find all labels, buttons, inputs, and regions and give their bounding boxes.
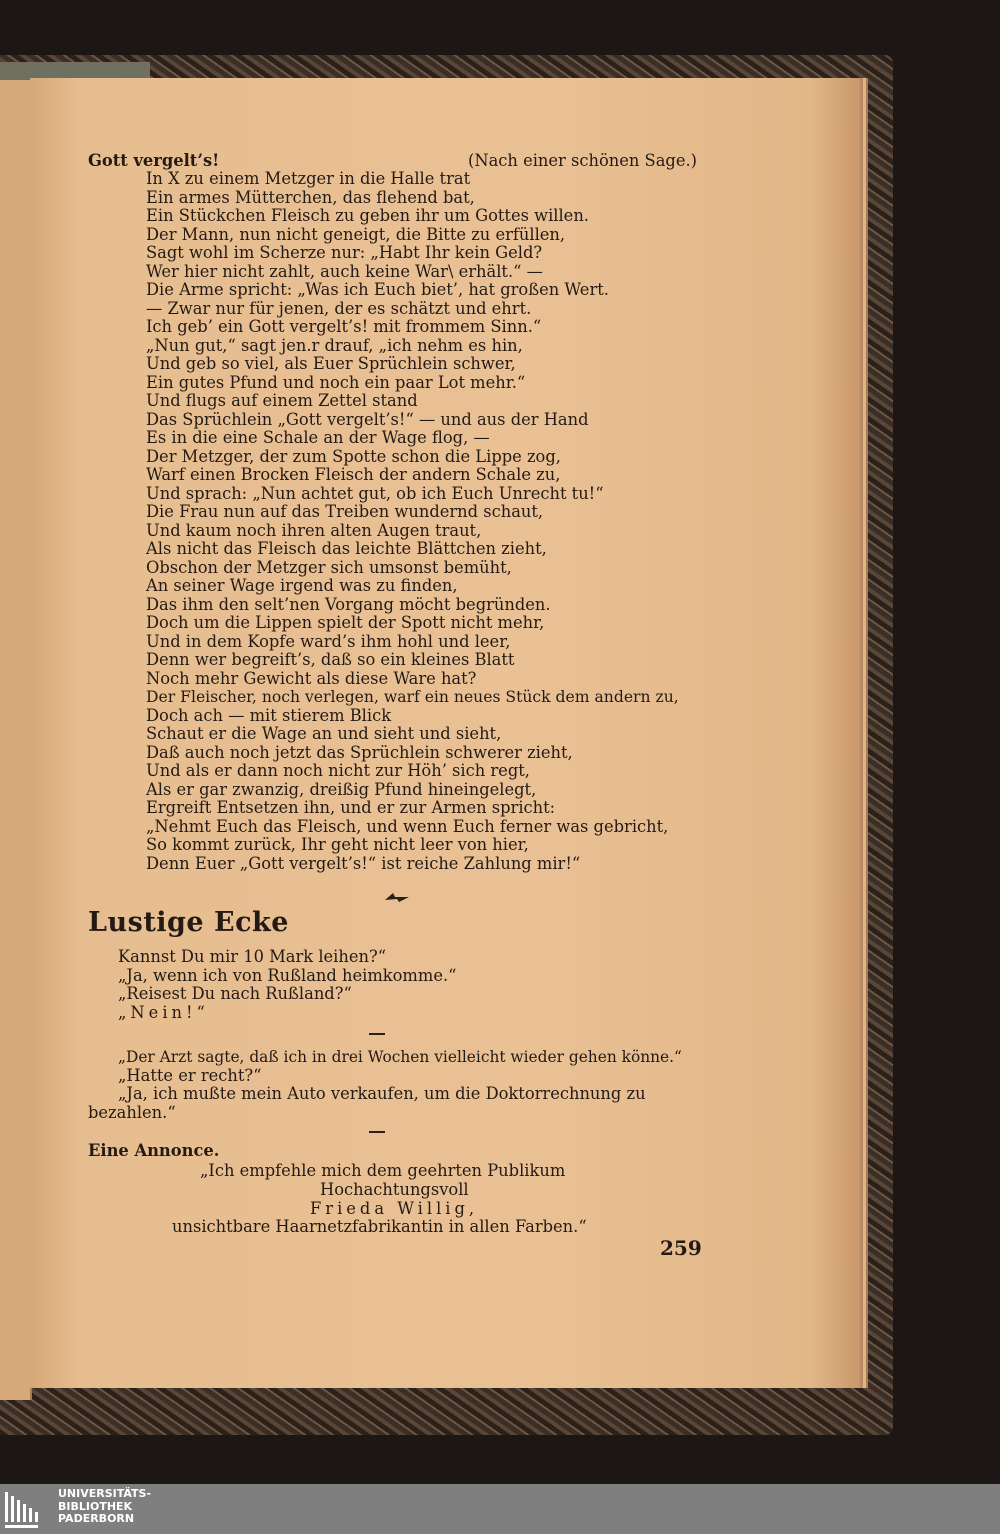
joke-line: „Nein!“ <box>118 1002 209 1022</box>
divider-dash <box>369 1131 385 1133</box>
poem-line: Denn Euer „Gott vergelt’s!“ ist reiche Zahlung mir!“ <box>146 853 581 873</box>
joke-line: Kannst Du mir 10 Mark leihen?“ <box>118 947 387 966</box>
poem-line: Als er gar zwanzig, dreißig Pfund hineingelegt, <box>146 779 537 799</box>
poem-line: Ein gutes Pfund und noch ein paar Lot mehr.“ <box>146 372 526 392</box>
poem-line: Und geb so viel, als Euer Sprüchlein schwer, <box>146 354 516 373</box>
poem-line: „Nehmt Euch das Fleisch, und wenn Euch ferner was gebricht, <box>146 816 669 836</box>
poem-line: An seiner Wage irgend was zu finden, <box>146 576 458 595</box>
poem-line: So kommt zurück, Ihr geht nicht leer von hier, <box>146 835 529 854</box>
divider-dash <box>369 1033 385 1035</box>
library-logo-icon <box>0 1486 46 1532</box>
library-name <box>58 1488 151 1526</box>
poem-line: In X zu einem Metzger in die Halle trat <box>146 169 471 188</box>
poem-line: Ein Stückchen Fleisch zu geben ihr um Gottes willen. <box>146 206 589 225</box>
poem-line: Das ihm den selt’nen Vorgang möcht begründen. <box>146 594 551 614</box>
poem-line: Und in dem Kopfe ward’s ihm hohl und leer, <box>146 631 511 651</box>
ornament-icon <box>383 890 411 904</box>
poem-line: Und als er dann noch nicht zur Höh’ sich regt, <box>146 761 530 780</box>
poem-line: Und kaum noch ihren alten Augen traut, <box>146 520 482 540</box>
left-page-edge <box>0 80 32 1400</box>
poem-line: Ein armes Mütterchen, das flehend bat, <box>146 187 475 207</box>
joke-line: „Ja, wenn ich von Rußland heimkomme.“ <box>118 965 457 985</box>
page-number: 259 <box>660 1236 702 1260</box>
joke-line: „Hatte er recht?“ <box>118 1065 262 1085</box>
library-name-line: UNIVERSITÄTS- <box>58 1487 152 1500</box>
poem-line: Doch ach — mit stierem Blick <box>146 705 392 725</box>
annonce-line: Frieda Willig, <box>310 1198 479 1218</box>
poem-line: Schaut er die Wage an und sieht und sieht, <box>146 724 502 743</box>
poem-line: „Nun gut,“ sagt jen.r drauf, „ich nehm es hin, <box>146 335 523 355</box>
poem-line: Und flugs auf einem Zettel stand <box>146 391 418 410</box>
poem-line: Das Sprüchlein „Gott vergelt’s!“ — und aus der Hand <box>146 409 589 429</box>
poem-title: Gott vergelt’s! <box>88 151 220 170</box>
joke-line: „Ja, ich mußte mein Auto verkaufen, um die Doktorrechnung zu <box>118 1084 646 1103</box>
annonce-line: „Ich empfehle mich dem geehrten Publikum <box>200 1161 566 1180</box>
poem-line: Der Mann, nun nicht geneigt, die Bitte zu erfüllen, <box>146 224 566 244</box>
poem-line: Und sprach: „Nun achtet gut, ob ich Euch Unrecht tu!“ <box>146 483 604 503</box>
poem-line: Als nicht das Fleisch das leichte Blättchen zieht, <box>146 539 547 558</box>
poem-line: Obschon der Metzger sich umsonst bemüht, <box>146 557 512 577</box>
poem-line: Noch mehr Gewicht als diese Ware hat? <box>146 668 477 688</box>
poem-line: Der Fleischer, noch verlegen, warf ein neues Stück dem andern zu, <box>146 688 679 706</box>
poem-line: Ich geb’ ein Gott vergelt’s! mit frommem Sinn.“ <box>146 317 542 336</box>
poem-line: Sagt wohl im Scherze nur: „Habt Ihr kein Geld? <box>146 243 543 262</box>
poem-source: (Nach einer schönen Sage.) <box>468 151 697 170</box>
poem-line: Denn wer begreift’s, daß so ein kleines Blatt <box>146 650 515 669</box>
book-page <box>30 78 860 1388</box>
poem-line: Der Metzger, der zum Spotte schon die Lippe zog, <box>146 446 561 466</box>
poem-line: — Zwar nur für jenen, der es schätzt und ehrt. <box>146 298 532 318</box>
annonce-line: unsichtbare Haarnetzfabrikantin in allen Farben.“ <box>172 1217 587 1236</box>
poem-line: Die Arme spricht: „Was ich Euch biet’, hat großen Wert. <box>146 280 609 299</box>
poem-line: Wer hier nicht zahlt, auch keine War\ erhält.“ — <box>146 261 543 281</box>
poem-line: Es in die eine Schale an der Wage flog, — <box>146 428 490 447</box>
joke-line: „Der Arzt sagte, daß ich in drei Wochen vielleicht wieder gehen könne.“ <box>118 1048 682 1066</box>
poem-line: Die Frau nun auf das Treiben wundernd schaut, <box>146 502 544 521</box>
joke-line: bezahlen.“ <box>88 1102 176 1122</box>
annonce-line: Hochachtungsvoll <box>320 1180 469 1199</box>
poem-line: Warf einen Brocken Fleisch der andern Schale zu, <box>146 465 561 484</box>
poem-line: Doch um die Lippen spielt der Spott nicht mehr, <box>146 613 545 632</box>
poem-line: Ergreift Entsetzen ihn, und er zur Armen spricht: <box>146 798 556 817</box>
annonce-title: Eine Annonce. <box>88 1141 220 1160</box>
library-name-line: PADERBORN <box>58 1512 135 1525</box>
joke-line: „Reisest Du nach Rußland?“ <box>118 984 352 1003</box>
section-title: Lustige Ecke <box>88 907 289 938</box>
poem-line: Daß auch noch jetzt das Sprüchlein schwerer zieht, <box>146 742 573 762</box>
library-name-line: BIBLIOTHEK <box>58 1499 133 1513</box>
